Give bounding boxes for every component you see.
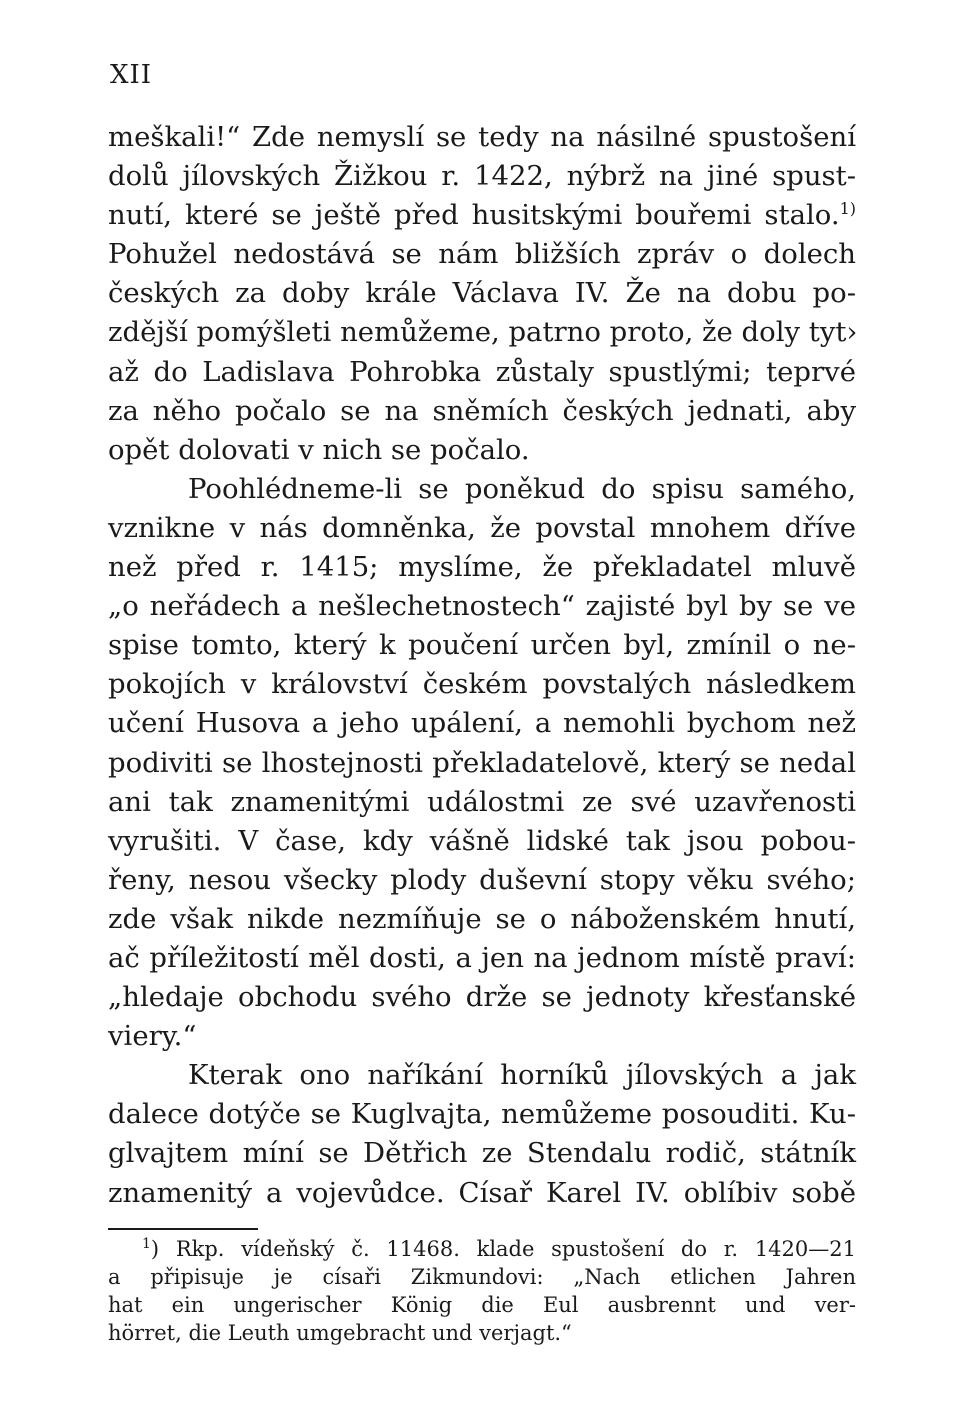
footnote-line-content: ) Rkp. vídeňský č. 11468. klade spustošení do r. 1420—21 bbox=[150, 1237, 856, 1261]
text-line: viery.“ bbox=[108, 1020, 197, 1053]
footnote-marker: 1 bbox=[142, 1236, 151, 1252]
body-text bbox=[108, 118, 856, 1213]
footnote-line bbox=[108, 1235, 856, 1263]
text-line: „o neřádech a nešlechetnostech“ zajisté byl by se ve bbox=[108, 590, 856, 623]
text-line: Pohužel nedostává se nám bližších zpráv o dolech bbox=[108, 238, 856, 271]
text-line: spise tomto, který k poučení určen byl, zmínil o ne- bbox=[108, 629, 856, 662]
text-line: opět dolovati v nich se počalo. bbox=[108, 433, 530, 466]
text-line bbox=[108, 196, 856, 235]
text-line: podiviti se lhostejnosti překladatelově, který se nedal bbox=[108, 746, 856, 779]
text-line: Kterak ono naříkání horníků jílovských a jak bbox=[188, 1059, 856, 1092]
text-line: dalece dotýče se Kuglvajta, nemůžeme posouditi. Ku- bbox=[108, 1098, 856, 1131]
text-line: Poohlédneme-li se poněkud do spisu samého, bbox=[188, 472, 856, 505]
text-line-content: nutí, které se ještě před husitskými bouřemi stalo. bbox=[108, 199, 840, 232]
text-line: řeny, nesou všecky plody duševní stopy věku svého; bbox=[108, 863, 856, 896]
text-line: ač příležitostí měl dosti, a jen na jednom místě praví: bbox=[108, 941, 856, 974]
page-number: XII bbox=[110, 60, 153, 90]
footnote-line: a připisuje je císaři Zikmundovi: „Nach etlichen Jahren bbox=[108, 1265, 856, 1289]
text-line: „hledaje obchodu svého drže se jednoty křesťanské bbox=[108, 981, 856, 1014]
text-line: za něho počalo se na sněmích českých jednati, aby bbox=[108, 394, 856, 427]
text-line: českých za doby krále Václava IV. Že na dobu po- bbox=[108, 277, 856, 310]
text-line: glvajtem míní se Dětřich ze Stendalu rodič, státník bbox=[108, 1137, 856, 1170]
footnote-reference: 1) bbox=[839, 199, 856, 219]
text-line: vznikne v nás domněnka, že povstal mnohem dříve bbox=[108, 511, 856, 544]
footnotes bbox=[108, 1235, 856, 1347]
text-line: zde však nikde nezmíňuje se o náboženském hnutí, bbox=[108, 902, 856, 935]
text-line: vyrušiti. V čase, kdy vášně lidské tak jsou pobou- bbox=[108, 824, 856, 857]
text-line: ani tak znamenitými událostmi ze své uzavřenosti bbox=[108, 785, 856, 818]
text-line: dolů jílovských Žižkou r. 1422, nýbrž na jiné spust- bbox=[108, 160, 856, 193]
footnote-line: hörret, die Leuth umgebracht und verjagt.“ bbox=[108, 1321, 572, 1345]
text-line: než před r. 1415; myslíme, že překladatel mluvě bbox=[108, 551, 856, 584]
text-line: až do Ladislava Pohrobka zůstaly spustlými; teprvé bbox=[108, 355, 856, 388]
text-line: znamenitý a vojevůdce. Císař Karel IV. oblíbiv sobě bbox=[108, 1176, 856, 1209]
footnote-divider bbox=[108, 1228, 258, 1230]
text-line: pokojích v království českém povstalých následkem bbox=[108, 668, 856, 701]
text-line: učení Husova a jeho upálení, a nemohli bychom než bbox=[108, 707, 856, 740]
text-line: zdější pomýšleti nemůžeme, patrno proto, že doly tyt› bbox=[108, 316, 858, 349]
text-line: meškali!“ Zde nemyslí se tedy na násilné spustošení bbox=[108, 121, 856, 153]
footnote-line: hat ein ungerischer König die Eul ausbrennt und ver- bbox=[108, 1293, 856, 1317]
